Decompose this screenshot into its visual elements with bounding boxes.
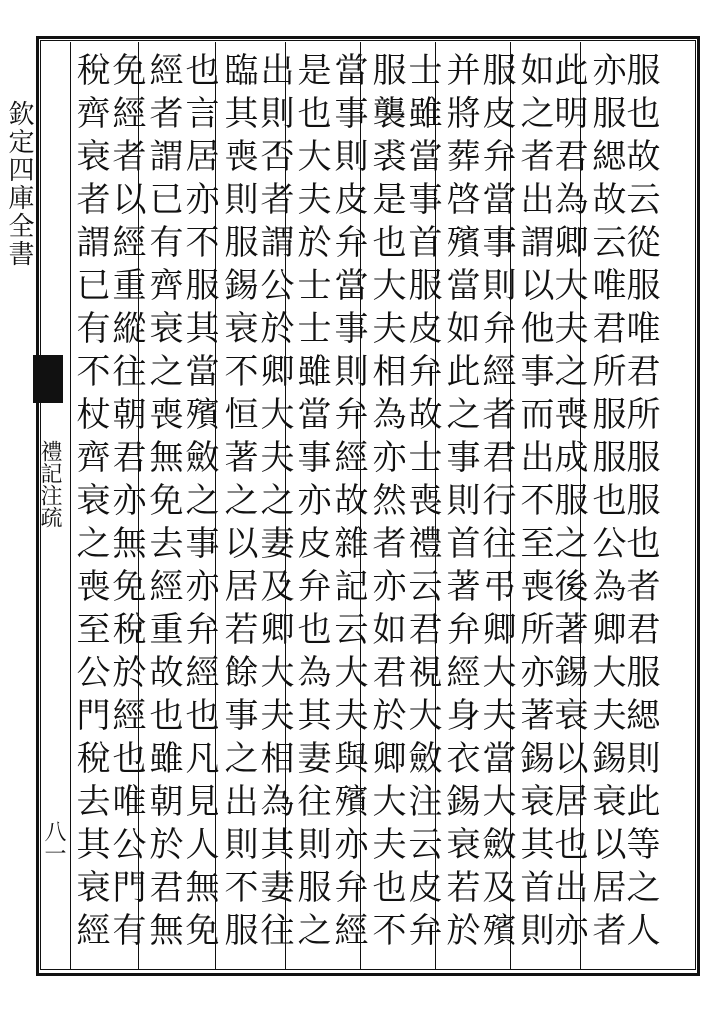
text-column: 臨其喪則服錫衰不恒著之以居若餘事之出則不服 (218, 52, 258, 955)
text-column: 服皮弁當事則弁經者君行往弔卿大夫當大斂及殯 (476, 52, 516, 955)
text-column: 士雖當事首服皮弁故士喪禮云君視大斂注云皮弁 (402, 52, 442, 955)
collection-title: 欽定四庫全書 (4, 100, 34, 268)
text-column: 如之者出謂以他事而出不至喪所亦著錫衰其首則 (514, 52, 554, 955)
text-column: 免經者以經重縱往朝君亦無免稅於經也唯公門有 (106, 52, 146, 955)
margin-strip (0, 40, 66, 970)
page-number: 八一 (41, 820, 66, 864)
text-column: 經者謂已有齊衰之喪無免去經重故也雖朝於君無 (143, 52, 183, 955)
text-column: 當事則皮弁當事則弁經故雜記云大夫與殯亦弁經 (328, 52, 368, 955)
text-column: 也言居亦不服其當殯斂之事亦弁經也凡見人無免 (179, 52, 219, 955)
text-column: 服襲裘是也大夫相為亦然者亦如君於卿大夫也不 (366, 52, 406, 955)
text-column: 稅齊衰者謂已有不杖齊衰之喪至公門稅去其衰經 (70, 52, 110, 955)
text-column: 出則否者謂公於卿大夫之妻及卿大夫相為其妻往 (254, 52, 294, 955)
fishtail-mark (33, 355, 63, 403)
text-column: 亦服緦故云唯君所服服也公為卿大夫錫衰以居者 (586, 52, 626, 955)
text-column: 服也故云從服唯君所服服也者君服緦則此等之人 (620, 52, 660, 955)
text-column: 并將葬啓殯當如此之事則首著弁經身衣錫衰若於 (440, 52, 480, 955)
text-column: 此明君為卿大夫之喪成服之後著錫衰以居也出亦 (548, 52, 588, 955)
text-column: 是也大夫於士士雖當事亦皮弁也為其妻往則服之 (291, 52, 331, 955)
book-title: 禮記注疏 (37, 440, 62, 528)
